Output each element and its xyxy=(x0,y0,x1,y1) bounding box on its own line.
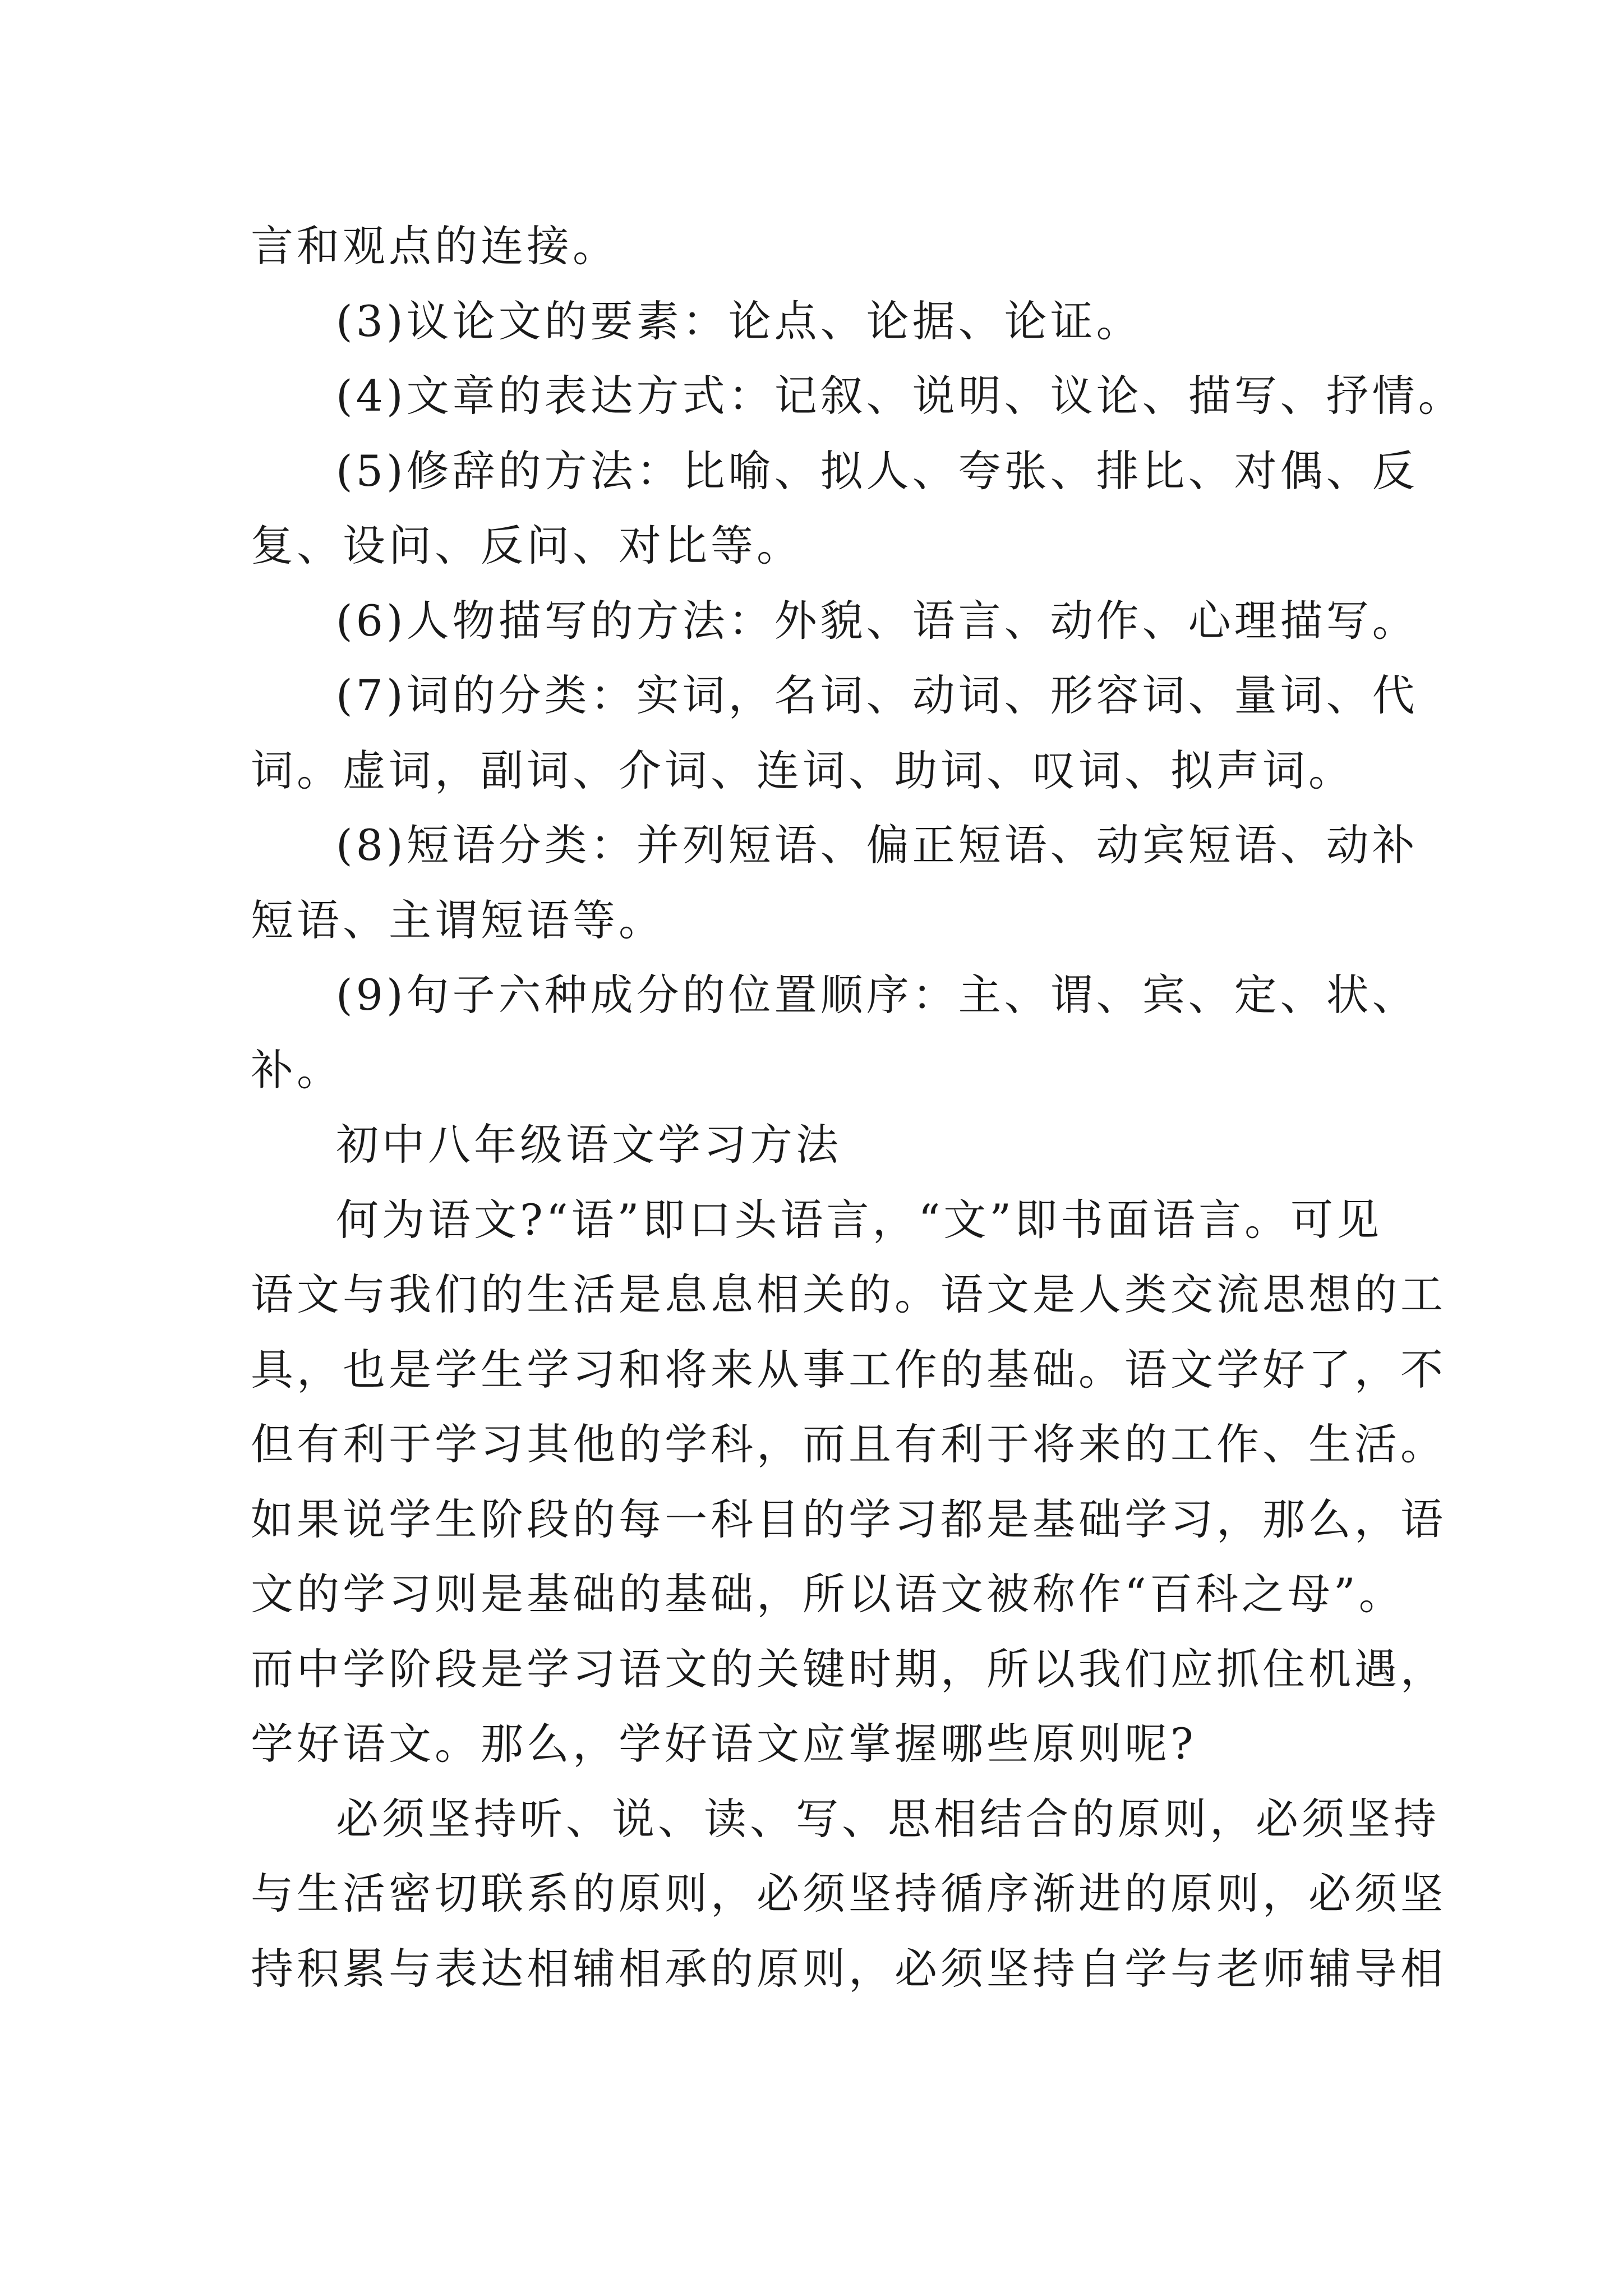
text-line: 持积累与表达相辅相承的原则，必须坚持自学与老师辅导相 xyxy=(251,1943,1446,1994)
text-line: 必须坚持听、说、读、写、思相结合的原则，必须坚持 xyxy=(336,1793,1440,1844)
text-line: (3)议论文的要素：论点、论据、论证。 xyxy=(336,296,1142,346)
text-line: (7)词的分类：实词，名词、动词、形容词、量词、代 xyxy=(336,670,1418,720)
text-line: 具，也是学生学习和将来从事工作的基础。语文学好了，不 xyxy=(251,1344,1446,1395)
text-line: 如果说学生阶段的每一科目的学习都是基础学习，那么，语 xyxy=(251,1494,1446,1544)
text-line: 文的学习则是基础的基础，所以语文被称作“百科之母”。 xyxy=(251,1569,1405,1619)
text-line: (4)文章的表达方式：记叙、说明、议论、描写、抒情。 xyxy=(336,371,1464,421)
text-line: (6)人物描写的方法：外貌、语言、动作、心理描写。 xyxy=(336,595,1418,646)
text-line: 而中学阶段是学习语文的关键时期，所以我们应抓住机遇， xyxy=(251,1644,1446,1694)
text-line: 与生活密切联系的原则，必须坚持循序渐进的原则，必须坚 xyxy=(251,1869,1446,1918)
section-heading: 初中八年级语文学习方法 xyxy=(336,1120,842,1170)
text-line: 言和观点的连接。 xyxy=(251,221,619,271)
text-line: 补。 xyxy=(251,1045,343,1095)
text-line: (5)修辞的方法：比喻、拟人、夸张、排比、对偶、反 xyxy=(336,445,1418,496)
text-line: 学好语文。那么，学好语文应掌握哪些原则呢? xyxy=(251,1719,1197,1769)
text-line: 但有利于学习其他的学科，而且有利于将来的工作、生活。 xyxy=(251,1419,1446,1469)
text-line: 复、设问、反问、对比等。 xyxy=(251,521,803,570)
text-line: (8)短语分类：并列短语、偏正短语、动宾短语、动补 xyxy=(336,820,1418,870)
body-text xyxy=(251,209,1464,2006)
text-line: 何为语文?“语”即口头语言，“文”即书面语言。可见 xyxy=(336,1194,1383,1245)
text-line: (9)句子六种成分的位置顺序：主、谓、宾、定、状、 xyxy=(336,970,1418,1020)
text-line: 词。虚词，副词、介词、连词、助词、叹词、拟声词。 xyxy=(251,745,1354,795)
text-line: 语文与我们的生活是息息相关的。语文是人类交流思想的工 xyxy=(251,1269,1446,1319)
text-line: 短语、主谓短语等。 xyxy=(251,895,665,945)
